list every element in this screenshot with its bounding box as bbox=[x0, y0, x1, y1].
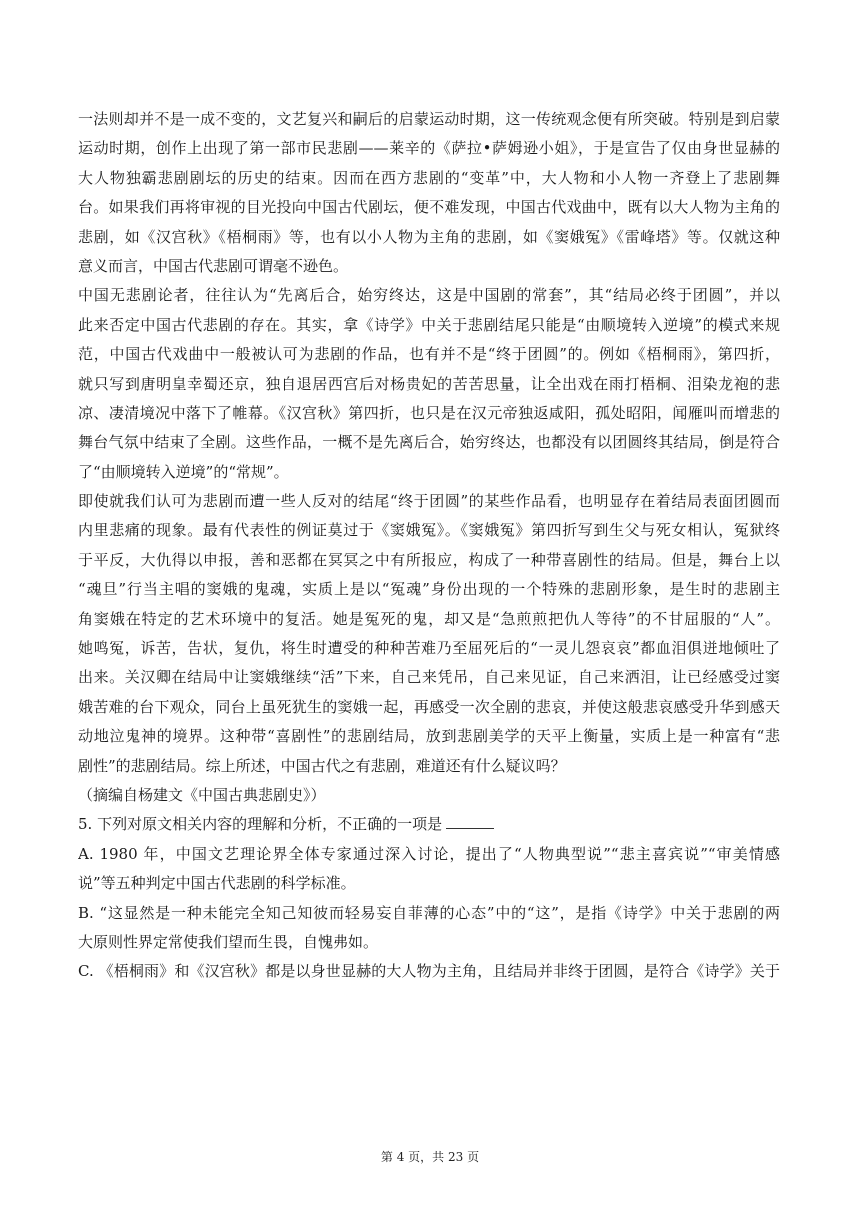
option-line: C. 《梧桐雨》和《汉宫秋》都是以身世显赫的大人物为主角，且结局并非终于团圆，是符合《诗学》关于 bbox=[78, 962, 780, 981]
text-line: 此来否定中国古代悲剧的存在。其实，拿《诗学》中关于悲剧结尾只能是“由顺境转入逆境”的模式来规 bbox=[78, 315, 780, 334]
text-line: 她鸣冤，诉苦，告状，复仇，将生时遭受的种种苦难乃至屈死后的“一灵儿怨哀哀”都血泪俱迸地倾吐了 bbox=[78, 639, 780, 658]
option-a bbox=[78, 840, 780, 899]
text-line: 了“由顺境转入逆境”的“常规”。 bbox=[78, 462, 289, 481]
paragraph bbox=[78, 281, 780, 487]
text-line: 意义而言，中国古代悲剧可谓毫不逊色。 bbox=[78, 256, 349, 275]
question bbox=[78, 810, 780, 986]
text-line: 范，中国古代戏曲中一般被认可为悲剧的作品，也有并不是“终于团圆”的。例如《梧桐雨》，第四折， bbox=[78, 345, 780, 364]
document-body bbox=[78, 105, 780, 987]
option-line: B. “这显然是一种未能完全知己知彼而轻易妄自菲薄的心态”中的“这”，是指《诗学》中关于悲剧的两 bbox=[78, 903, 780, 922]
text-line: 舞台气氛中结束了全剧。这些作品，一概不是先离后合，始穷终达，也都没有以团圆终其结局，倒是符合 bbox=[78, 433, 780, 452]
text-line: 角窦娥在特定的艺术环境中的复活。她是冤死的鬼，却又是“急煎煎把仇人等待”的不甘屈服的“人”。 bbox=[78, 609, 780, 628]
paragraph bbox=[78, 487, 780, 781]
text-line: 运动时期，创作上出现了第一部市民悲剧——莱辛的《萨拉•萨姆逊小姐》，于是宣告了仅由身世显赫的 bbox=[78, 139, 780, 158]
option-line: 说”等五种判定中国古代悲剧的科学标准。 bbox=[78, 874, 356, 893]
text-line: 出来。关汉卿在结局中让窦娥继续“活”下来，自己来凭吊，自己来见证，自己来洒泪，让已经感受过窦 bbox=[78, 668, 780, 687]
text-line: 剧性”的悲剧结局。综上所述，中国古代之有悲剧，难道还有什么疑议吗？ bbox=[78, 756, 566, 775]
text-line: 大人物独霸悲剧剧坛的历史的结束。因而在西方悲剧的“变革”中，大人物和小人物一齐登上了悲剧舞 bbox=[78, 168, 780, 187]
answer-blank bbox=[446, 814, 494, 829]
question-stem-line bbox=[78, 810, 780, 839]
text-line: 即使就我们认可为悲剧而遭一些人反对的结尾“终于团圆”的某些作品看，也明显存在着结局表面团圆而 bbox=[78, 492, 780, 511]
text-line: 就只写到唐明皇幸蜀还京，独自退居西宫后对杨贵妃的苦苦思量，让全出戏在雨打梧桐、泪染龙袍的悲 bbox=[78, 374, 780, 393]
text-line: 凉、凄清境况中落下了帷幕。《汉宫秋》第四折，也只是在汉元帝独返咸阳，孤处昭阳，闻雁叫而增悲的 bbox=[78, 403, 780, 422]
option-c bbox=[78, 957, 780, 986]
text-line: 悲剧，如《汉宫秋》《梧桐雨》等，也有以小人物为主角的悲剧，如《窦娥冤》《雷峰塔》等。仅就这种 bbox=[78, 227, 780, 246]
text-line: 台。如果我们再将审视的目光投向中国古代剧坛，便不难发现，中国古代戏曲中，既有以大人物为主角的 bbox=[78, 198, 780, 217]
option-line: 大原则性界定常使我们望而生畏，自愧弗如。 bbox=[78, 932, 379, 951]
question-stem: 5. 下列对原文相关内容的理解和分析，不正确的一项是 bbox=[78, 815, 443, 834]
text-line: 于平反，大仇得以申报，善和恶都在冥冥之中有所报应，构成了一种带喜剧性的结局。但是，舞台上以 bbox=[78, 550, 780, 569]
text-line: 娥苦难的台下观众，同台上虽死犹生的窦娥一起，再感受一次全剧的悲哀，并使这般悲哀感受升华到感天 bbox=[78, 697, 780, 716]
text-line: 动地泣鬼神的境界。这种带“喜剧性”的悲剧结局，放到悲剧美学的天平上衡量，实质上是一种富有“悲 bbox=[78, 727, 780, 746]
source-citation: （摘编自杨建文《中国古典悲剧史》） bbox=[78, 785, 326, 804]
text-line: 一法则却并不是一成不变的，文艺复兴和嗣后的启蒙运动时期，这一传统观念便有所突破。特别是到启蒙 bbox=[78, 110, 780, 128]
paragraph bbox=[78, 105, 780, 281]
text-line: 中国无悲剧论者，往往认为“先离后合，始穷终达，这是中国剧的常套”，其“结局必终于团圆”，并以 bbox=[78, 286, 780, 305]
text-line: “魂旦”行当主唱的窦娥的鬼魂，实质上是以“冤魂”身份出现的一个特殊的悲剧形象，是生时的悲剧主 bbox=[78, 580, 780, 599]
option-b bbox=[78, 899, 780, 958]
text-line: 内里悲痛的现象。最有代表性的例证莫过于《窦娥冤》。《窦娥冤》第四折写到生父与死女相认，冤狱终 bbox=[78, 521, 780, 540]
option-line: A. 1980 年，中国文艺理论界全体专家通过深入讨论，提出了“人物典型说”“悲主喜宾说”“审美情感 bbox=[78, 844, 780, 863]
page-footer: 第 4 页，共 23 页 bbox=[380, 1150, 480, 1164]
